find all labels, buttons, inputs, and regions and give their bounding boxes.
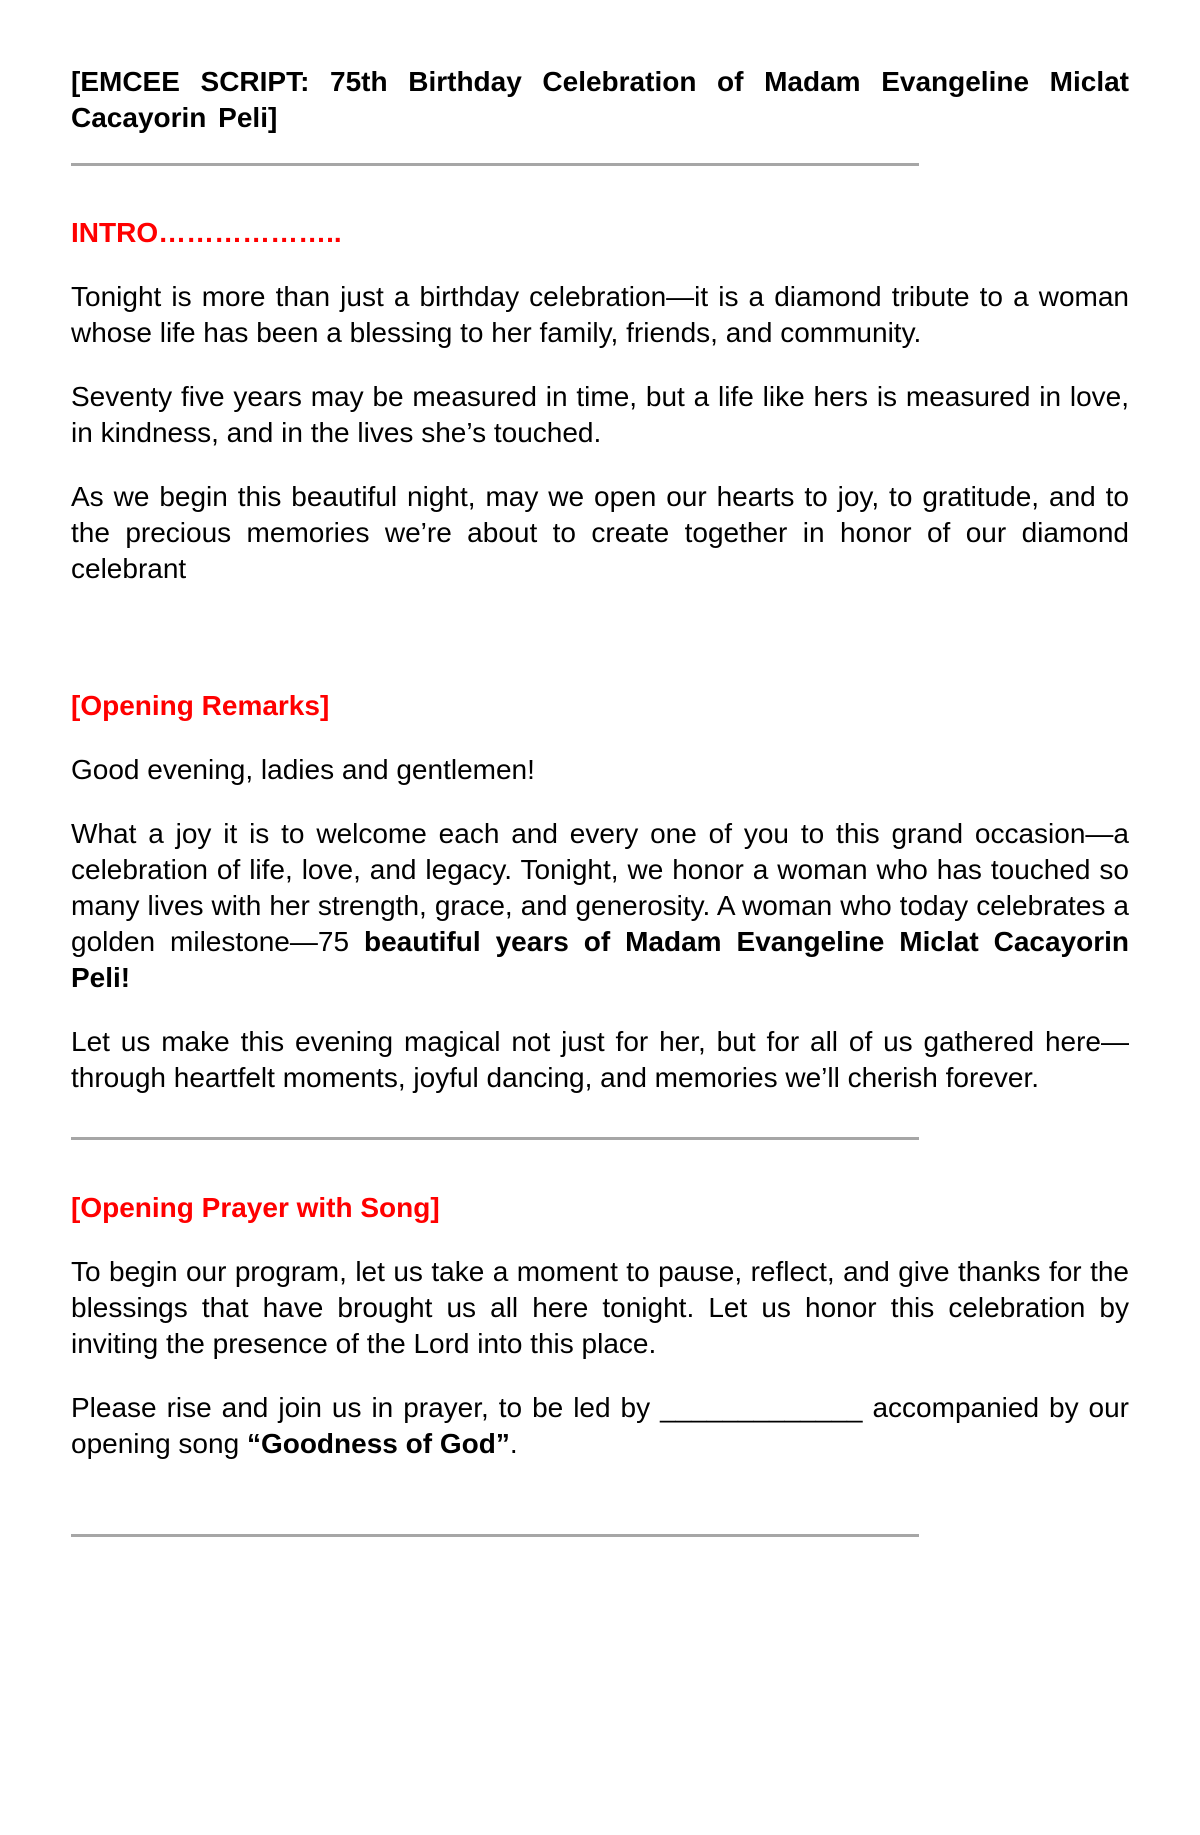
divider xyxy=(71,1534,919,1537)
intro-paragraph: As we begin this beautiful night, may we open our hearts to joy, to gratitude, and to the precious memories we’re about to create together in honor of our diamond celebrant xyxy=(71,481,1129,584)
greeting-paragraph: Good evening, ladies and gentlemen! xyxy=(71,754,535,785)
document-title: [EMCEE SCRIPT: 75th Birthday Celebration of Madam Evangeline Miclat Cacayorin Peli] xyxy=(71,66,1129,133)
intro-paragraph: Tonight is more than just a birthday celebration—it is a diamond tribute to a woman whose life has been a blessing to her family, friends, and community. xyxy=(71,281,1129,348)
document-page xyxy=(71,64,1129,1537)
song-title: “Goodness of God” xyxy=(246,1428,510,1459)
opening-remarks-heading: [Opening Remarks] xyxy=(71,690,330,721)
celebrant-name: beautiful years of Madam Evangeline Miclat Cacayorin Peli! xyxy=(71,926,1129,993)
welcome-paragraph xyxy=(71,816,1129,996)
divider xyxy=(71,163,919,166)
prayer-invite-end: . xyxy=(509,1428,518,1459)
opening-prayer-heading: [Opening Prayer with Song] xyxy=(71,1192,440,1223)
welcome-text: What a joy it is to welcome each and every one of you to this grand occasion—a celebration of life, love, and legacy. Tonight, we honor a woman who has touched so many lives with her strength, grace, and generosity. A woman who today celebrates a golden milestone—75 xyxy=(71,818,1129,957)
prayer-invite-paragraph xyxy=(71,1390,1129,1462)
intro-paragraph: Seventy five years may be measured in time, but a life like hers is measured in love, in kindness, and in the lives she’s touched. xyxy=(71,381,1129,448)
prayer-invite-text: Please rise and join us in prayer, to be led by _____________ accompanied by our opening song xyxy=(71,1392,1129,1459)
prayer-intro-paragraph: To begin our program, let us take a moment to pause, reflect, and give thanks for the blessings that have brought us all here tonight. Let us honor this celebration by inviting the presence of the Lord into this place. xyxy=(71,1256,1129,1359)
closing-paragraph: Let us make this evening magical not just for her, but for all of us gathered here—through heartfelt moments, joyful dancing, and memories we’ll cherish forever. xyxy=(71,1026,1129,1093)
intro-heading: INTRO……………….. xyxy=(71,217,342,248)
divider xyxy=(71,1137,919,1140)
